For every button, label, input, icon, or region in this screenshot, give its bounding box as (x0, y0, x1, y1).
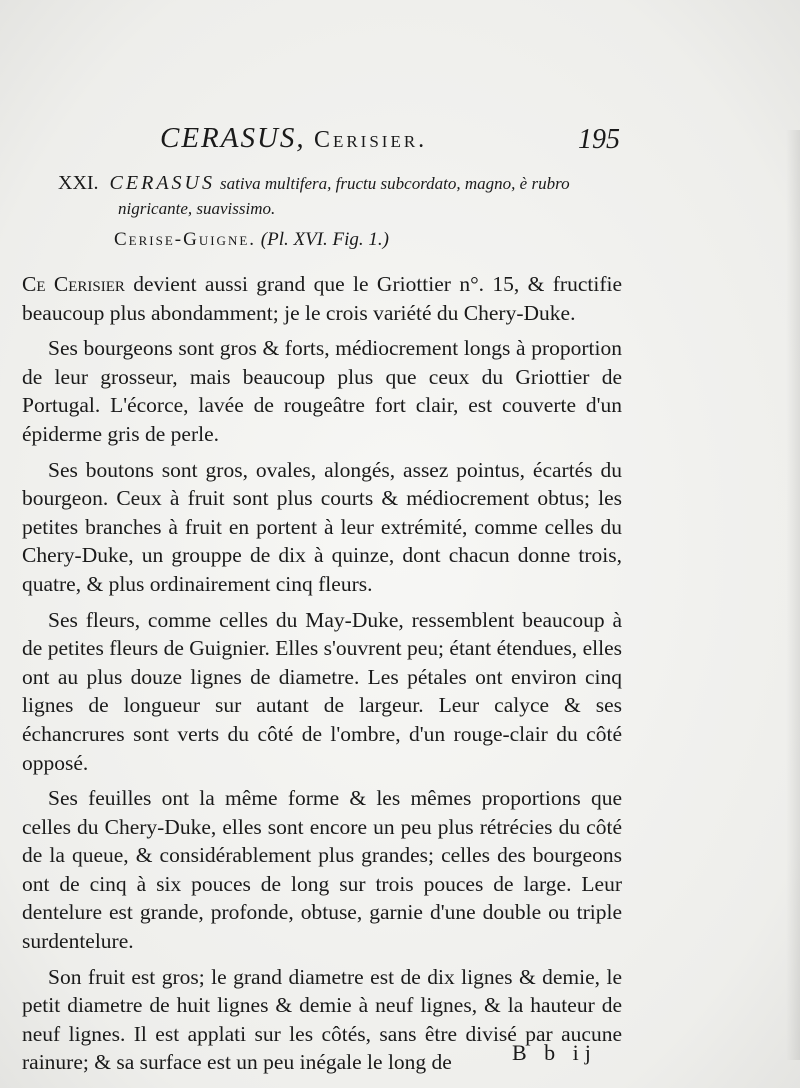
running-title-common: Cerisier. (313, 127, 428, 153)
entry-number: XXI. (58, 172, 99, 194)
running-title (160, 122, 427, 155)
paragraph-6: Son fruit est gros; le grand diametre est de dix lignes & demie, le petit diametre de huit lignes & demie à neuf lignes, & la hauteur de neuf lignes. Il est applati sur les côtés, sans être divisé par aucune rainure; & sa surface est un peu inégale le long de (22, 964, 622, 1075)
paragraph-1-rest: devient aussi grand que le Griottier n°. 15, & fructifie beaucoup plus abondamment; je le crois variété du Chery-Duke. (22, 272, 622, 325)
entry-description-line1: sativa multifera, fructu subcordato, magno, è rubro (219, 174, 570, 193)
paragraph-2: Ses bourgeons sont gros & forts, médiocrement longs à proportion de leur grosseur, mais beaucoup plus que ceux du Griottier de Portugal. L'écorce, lavée de rougeâtre fort clair, est couverte d'un épiderme gris de perle. (22, 336, 622, 446)
entry-genus: CERASUS (109, 172, 215, 194)
running-header (130, 122, 620, 162)
entry-description-line2: nigricante, suavissimo. (118, 199, 276, 218)
paragraph-4: Ses fleurs, comme celles du May-Duke, ressemblent beaucoup à de petites fleurs de Guignier. Elles s'ouvrent peu; étant étendues, elles ont au plus douze lignes de diametre. Les pétales ont environ cinq lignes de longueur sur autant de largeur. Leur calyce & ses échancrures sont verts du côté de l'ombre, d'un rouge-clair du côté opposé. (22, 607, 622, 775)
running-title-genus: CERASUS, (160, 122, 306, 154)
entry-common-name: Cerise-Guigne. (114, 229, 257, 250)
body-text (22, 270, 622, 1084)
paragraph-1-lead: Ce Cerisier (22, 272, 125, 296)
entry-common-name-line (58, 229, 630, 251)
page-number: 195 (578, 124, 620, 155)
paragraph-1 (22, 270, 622, 327)
plate-reference: (Pl. XVI. Fig. 1.) (260, 229, 389, 250)
signature-mark: B b ij (512, 1040, 597, 1065)
species-entry (58, 170, 630, 251)
paragraph-3: Ses boutons sont gros, ovales, alongés, assez pointus, écartés du bourgeon. Ceux à fruit sont plus courts & médiocrement obtus; les petites branches à fruit en portent à leur extrémité, comme celles du Chery-Duke, un grouppe de dix à quinze, dont chacun donne trois, quatre, & plus ordinairement cinq fleurs. (22, 457, 622, 596)
entry-heading (58, 170, 630, 197)
paragraph-5: Ses feuilles ont la même forme & les mêmes proportions que celles du Chery-Duke, elles sont encore un peu plus rétrécies du côté de la queue, & considérablement plus grandes; celles des bourgeons ont de cinq à six pouces de long sur trois pouces de large. Leur dentelure est grande, profonde, obtuse, garnie d'une double ou triple surdentelure. (22, 786, 622, 954)
page-edge-shadow (786, 130, 800, 1060)
